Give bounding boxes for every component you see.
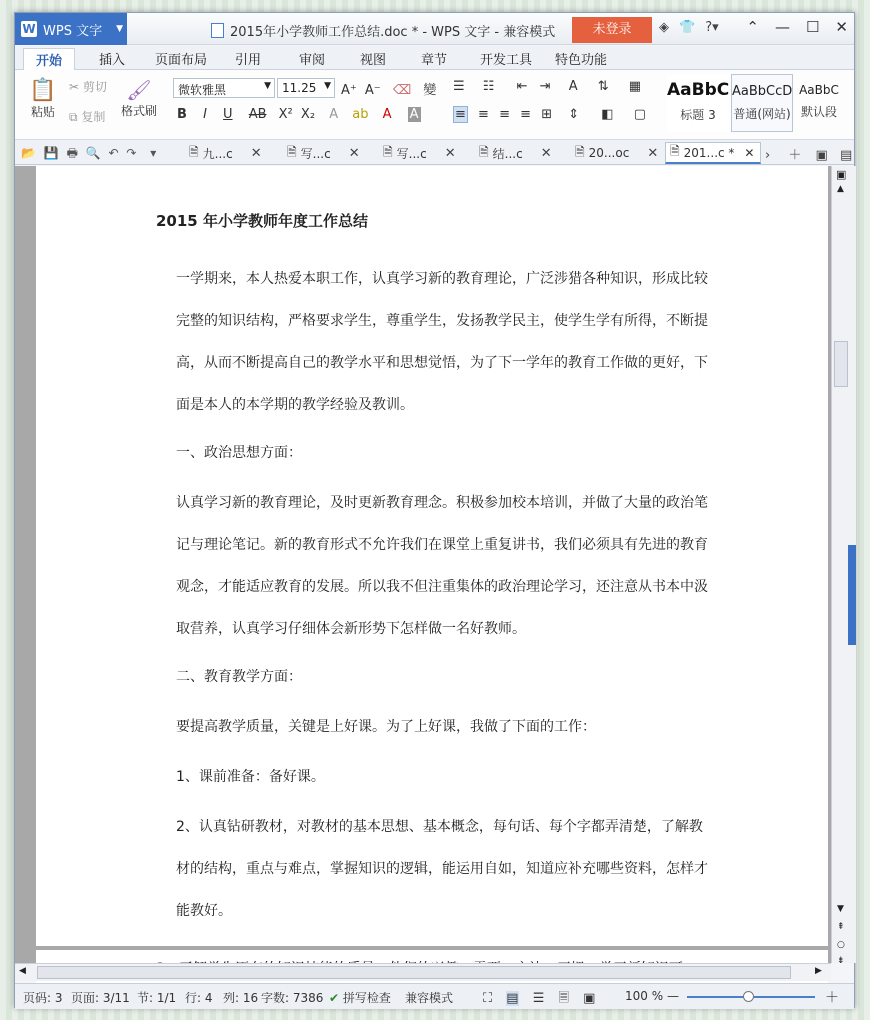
tab-list-icon[interactable]: ▣ [815, 148, 828, 163]
font-name-select[interactable] [173, 78, 275, 98]
shading-icon[interactable]: ◧ [601, 107, 614, 122]
copy-label: 复制 [81, 110, 106, 124]
paragraph-line: 认真学习新的教育理论，及时更新教育理念。积极参加校本培训，并做了大量的政治笔 [176, 495, 708, 511]
new-tab-icon[interactable]: ＋ [788, 148, 802, 163]
zoom-slider-handle[interactable] [743, 991, 754, 1002]
paragraph-buttons-row2 [453, 107, 646, 122]
web-view-icon[interactable]: 🗏 [558, 991, 569, 1006]
increase-indent-icon[interactable]: ⇥ [539, 79, 551, 94]
superscript-icon[interactable]: X² [278, 107, 293, 122]
help-icon[interactable]: ?▾ [705, 20, 719, 35]
window-title [211, 21, 555, 40]
ribbon-tabs [15, 46, 854, 70]
style-sample: AaBbC [667, 80, 730, 100]
paragraph-line: 1、课前准备：备好课。 [176, 769, 325, 785]
maximize-button[interactable]: ☐ [805, 18, 820, 36]
doc-tab[interactable] [283, 142, 364, 164]
document-icon: 🗎 [383, 144, 393, 159]
paragraph-line: 要提高教学质量，关键是上好课。为了上好课，我做了下面的工作： [176, 719, 596, 735]
tab-review[interactable]: 审阅 [299, 53, 326, 68]
style-default-paragraph[interactable] [795, 74, 843, 132]
text-effect-icon[interactable]: A [329, 107, 339, 122]
status-bar [15, 983, 854, 1009]
numbered-list-icon[interactable]: ☷ [482, 79, 495, 94]
copy-button[interactable] [69, 108, 105, 125]
skin-icon[interactable]: ◈ [659, 20, 669, 35]
document-icon: 🗎 [479, 144, 489, 159]
scroll-right-icon[interactable]: ▶ [815, 966, 822, 976]
open-icon[interactable]: 📂 [21, 146, 36, 160]
tab-developer[interactable]: 开发工具 [480, 53, 533, 68]
paragraph-line: 面是本人的本学期的教学经验及教训。 [176, 397, 414, 413]
sort-icon[interactable]: ⇅ [597, 79, 609, 94]
side-panel-toggle[interactable] [848, 545, 856, 645]
tab-special[interactable]: 特色功能 [555, 53, 608, 68]
prev-page-icon[interactable]: ⇞ [837, 922, 845, 932]
font-size-select[interactable] [277, 78, 335, 98]
doc-tab[interactable] [379, 142, 460, 164]
font-grow-buttons [341, 79, 436, 98]
font-name-value: 微软雅黑 [178, 83, 227, 97]
char-shading-icon[interactable]: A [409, 107, 419, 122]
doc-tab-active[interactable] [665, 142, 761, 164]
style-label: 普通(网站) [733, 107, 791, 121]
spell-check-label: 拼写检查 [342, 991, 391, 1005]
window-controls [746, 18, 848, 36]
highlight-icon[interactable]: ab [352, 107, 369, 122]
app-menu-button[interactable] [15, 13, 127, 45]
style-heading3[interactable] [667, 74, 729, 132]
subscript-icon[interactable]: X₂ [300, 107, 316, 122]
chevron-down-icon[interactable]: ▾ [150, 146, 157, 160]
document-icon: 🗎 [575, 144, 585, 159]
shirt-icon[interactable]: 👕 [679, 20, 696, 35]
status-pages: 页面: 3/11 [71, 991, 130, 1005]
format-painter-button[interactable] [119, 78, 159, 119]
tab-chapter[interactable]: 章节 [421, 53, 448, 68]
spell-check-button[interactable] [329, 989, 391, 1006]
align-center-icon[interactable]: ≡ [478, 107, 489, 122]
tab-insert[interactable]: 插入 [99, 53, 126, 68]
undo-icon[interactable]: ↶ [108, 146, 119, 160]
change-case-icon[interactable]: A [568, 79, 578, 94]
view-buttons [483, 989, 595, 1011]
status-word-count[interactable]: 字数: 7386 [261, 991, 324, 1005]
paragraph-line: 记与理论笔记。新的教育形式不允许我们在课堂上重复讲书，我们必须具有先进的教育 [176, 537, 708, 553]
zoom-out-icon[interactable]: — [667, 989, 679, 1003]
zoom-slider[interactable] [687, 996, 815, 998]
chevron-down-icon: ▼ [116, 24, 123, 34]
section-heading: 二、教育教学方面： [176, 669, 302, 685]
hscrollbar-thumb[interactable] [37, 966, 791, 979]
cut-label: 剪切 [82, 80, 107, 94]
doc-tab-label: 九...c [202, 146, 233, 161]
align-left-icon[interactable]: ≡ [455, 107, 466, 122]
italic-icon[interactable]: I [203, 107, 207, 122]
paragraph-line: 观念，才能适应教育的发展。所以我不但注重集体的政治理论学习，还注意从书本中汲 [176, 579, 708, 595]
tab-view[interactable]: 视图 [360, 53, 387, 68]
document-icon: 🗎 [287, 144, 297, 159]
login-button[interactable]: 未登录 [572, 17, 652, 43]
paragraph-buttons-row1 [453, 79, 641, 94]
underline-icon[interactable]: U [223, 107, 233, 122]
font-size-value: 11.25 [282, 81, 317, 95]
distributed-icon[interactable]: ⊞ [541, 107, 553, 122]
status-section: 节: 1/1 [137, 991, 177, 1005]
style-label: 标题 3 [680, 108, 716, 122]
document-icon: 🗎 [189, 144, 199, 159]
chevron-down-icon: ▼ [324, 81, 331, 91]
close-icon[interactable]: ✕ [250, 145, 262, 161]
close-icon[interactable]: ✕ [647, 145, 659, 161]
doc-tab[interactable] [475, 142, 556, 164]
document-page[interactable] [36, 166, 828, 946]
paragraph-line: 能教好。 [176, 903, 232, 919]
style-sample: AaBbC [799, 83, 839, 97]
document-icon [211, 23, 224, 38]
tab-page-layout[interactable]: 页面布局 [155, 53, 208, 68]
paragraph-line: 完整的知识结构，严格要求学生，尊重学生，发扬教学民主，使学生学有所得，不断提 [176, 313, 708, 329]
wps-window [14, 12, 855, 1008]
page-view-icon[interactable]: ▤ [506, 991, 519, 1006]
zoom-level[interactable]: 100 % [625, 989, 664, 1003]
border-icon[interactable]: ▢ [633, 107, 647, 122]
close-icon[interactable]: ✕ [444, 145, 456, 161]
close-icon[interactable]: ✕ [540, 145, 552, 161]
format-painter-label: 格式刷 [120, 104, 157, 118]
paragraph-line: 高，从而不断提高自己的教学水平和思想觉悟，为了下一学年的教育工作做的更好，下 [176, 355, 708, 371]
paragraph-line: 2、认真钻研教材，对教材的基本思想、基本概念，每句话、每个字都弄清楚，了解教 [176, 819, 703, 835]
clear-format-icon[interactable]: ⌫ [392, 83, 412, 98]
minimize-button[interactable]: — [774, 18, 790, 36]
doc-tab-label: 写...c [396, 146, 427, 161]
chevron-right-icon[interactable]: › [765, 148, 771, 163]
doc-tab[interactable] [185, 142, 266, 164]
style-label: 默认段 [800, 105, 837, 119]
scroll-left-icon[interactable]: ◀ [19, 966, 26, 976]
paste-button[interactable] [25, 78, 61, 120]
align-right-icon[interactable]: ≡ [499, 107, 510, 122]
ruler-toggle-icon[interactable]: ▣ [836, 168, 847, 181]
paragraph-line: 材的结构，重点与难点，掌握知识的逻辑，能运用自如，知道应补充哪些资料，怎样才 [176, 861, 708, 877]
paragraph-line: 取营养，认真学习仔细体会新形势下怎样做一名好教师。 [176, 621, 526, 637]
close-icon[interactable]: ✕ [744, 145, 755, 160]
bullet-list-icon[interactable]: ☰ [453, 79, 465, 94]
tab-references[interactable]: 引用 [235, 53, 262, 68]
doc-tab[interactable] [571, 142, 662, 164]
document-canvas [15, 166, 831, 963]
section-heading: 一、政治思想方面： [176, 445, 302, 461]
status-page-code: 页码: 3 [23, 991, 63, 1005]
scroll-up-icon[interactable]: ▲ [837, 184, 844, 194]
line-spacing-icon[interactable]: ⇕ [568, 107, 580, 122]
tab-nav-tools [765, 144, 852, 163]
tab-start[interactable]: 开始 [23, 48, 75, 71]
next-page-icon[interactable]: ⇟ [837, 956, 845, 966]
scroll-down-icon[interactable]: ▼ [837, 904, 844, 914]
status-mode: 兼容模式 [405, 991, 454, 1005]
decrease-indent-icon[interactable]: ⇤ [516, 79, 528, 94]
strikethrough-icon[interactable]: AB [248, 107, 267, 122]
doc-tab-label: 201...c * [683, 145, 735, 160]
reading-view-icon[interactable]: ▣ [583, 991, 596, 1006]
table-icon[interactable]: ▦ [628, 79, 642, 94]
paragraph-line: 一学期来，本人热爱本职工作，认真学习新的教育理论，广泛涉猎各种知识，形成比较 [176, 271, 708, 287]
quick-access-tools [21, 144, 156, 165]
style-gallery [667, 74, 843, 134]
close-button[interactable]: ✕ [835, 18, 848, 36]
copy-icon: ⧉ [69, 110, 78, 124]
horizontal-scrollbar[interactable] [15, 963, 831, 981]
chevron-down-icon: ▼ [264, 81, 271, 91]
paste-label: 粘贴 [30, 105, 55, 119]
phonetic-icon[interactable]: 變 [423, 83, 437, 98]
window-title-text: 2015年小学教师工作总结.doc * - WPS 文字 - 兼容模式 [230, 25, 556, 40]
ribbon [15, 70, 854, 140]
tab-menu-icon[interactable]: ▤ [839, 148, 853, 163]
fullscreen-icon[interactable]: ⛶ [483, 991, 493, 1006]
font-style-buttons [177, 107, 421, 122]
font-color-icon[interactable]: A [382, 107, 392, 122]
quick-access-bar [15, 140, 854, 165]
select-browse-icon[interactable]: ○ [837, 940, 845, 950]
clipboard-icon: 📋 [29, 78, 57, 103]
style-normal-web[interactable] [731, 74, 793, 132]
brush-icon: 🖌 [126, 78, 152, 102]
status-line: 行: 4 [185, 991, 213, 1005]
print-icon[interactable]: 🖶 [66, 146, 78, 160]
doc-tab-label: 20...oc [588, 146, 630, 160]
shrink-font-icon[interactable]: A⁻ [364, 83, 381, 98]
spell-check-icon: ✔ [329, 991, 340, 1005]
style-sample: AaBbCcD [732, 84, 793, 99]
zoom-in-icon[interactable]: ＋ [825, 990, 839, 1006]
status-column: 列: 16 [223, 991, 259, 1005]
close-icon[interactable]: ✕ [348, 145, 360, 161]
print-preview-icon[interactable]: 🔍 [85, 146, 101, 160]
document-heading: 2015 年小学教师年度工作总结 [156, 212, 368, 230]
scissors-icon: ✂ [69, 80, 80, 94]
grow-font-icon[interactable]: A⁺ [341, 83, 357, 98]
doc-tab-label: 结...c [492, 146, 523, 161]
redo-icon[interactable]: ↷ [126, 146, 137, 160]
wps-logo-icon: W [22, 22, 36, 36]
collapse-ribbon-icon[interactable]: ⌃ [746, 18, 759, 36]
save-icon[interactable]: 💾 [43, 146, 59, 160]
scrollbar-thumb[interactable] [834, 341, 848, 387]
bold-icon[interactable]: B [177, 107, 187, 122]
title-bar [15, 13, 854, 45]
cut-button[interactable] [69, 78, 107, 95]
outline-view-icon[interactable]: ☰ [532, 991, 545, 1006]
document-icon: 🗎 [670, 144, 680, 158]
app-name: WPS 文字 [43, 23, 103, 39]
doc-tab-label: 写...c [300, 146, 331, 161]
justify-icon[interactable]: ≡ [520, 107, 532, 122]
title-tools [659, 20, 719, 35]
